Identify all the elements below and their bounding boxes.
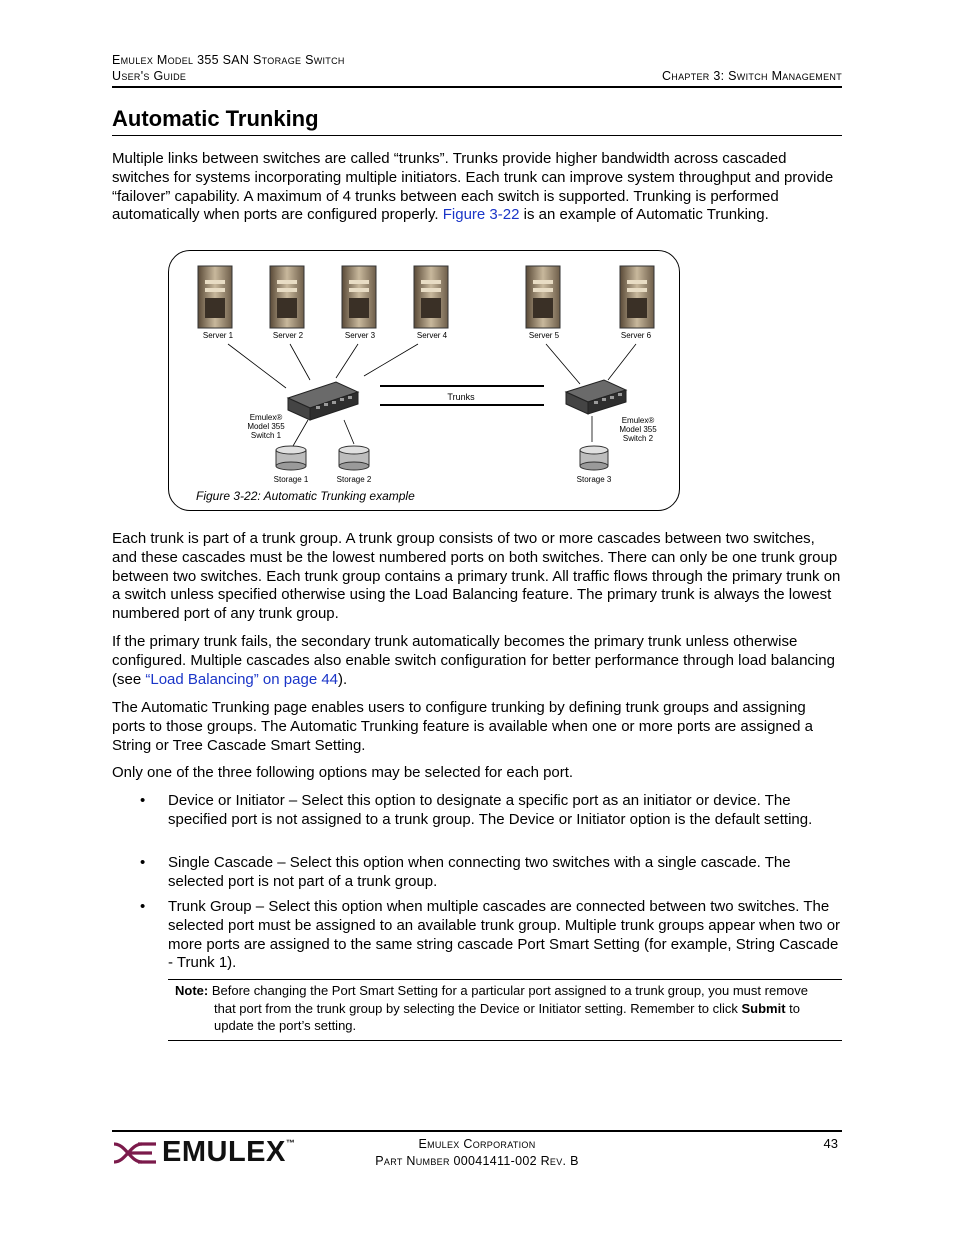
header-title: Emulex Model 355 SAN Storage Switch (112, 53, 345, 67)
header-rule (112, 86, 842, 88)
server-4-icon (414, 266, 448, 328)
switch-1-label-line3: Switch 1 (250, 431, 282, 440)
load-balancing-link[interactable]: “Load Balancing” on page 44 (145, 670, 339, 688)
emulex-logo-icon (112, 1138, 160, 1168)
footer-company: Emulex Corporation (418, 1137, 536, 1151)
server-5-label: Server 5 (528, 331, 560, 340)
title-rule (112, 135, 842, 136)
paragraph-automatic-trunking-page: The Automatic Trunking page enables users to configure trunking by defining trunk groups and assigning ports to those groups. The Automatic Trunking feature is available when one or more ports are assigned a String or Tree Cascade Smart Setting. (112, 699, 813, 754)
switch-1-label-line1: Emulex® (249, 413, 283, 422)
bullet-marker: • (140, 792, 146, 809)
footer-rule (112, 1130, 842, 1132)
intro-paragraph: Multiple links between switches are called “trunks”. Trunks provide higher bandwidth across cascaded switches for systems incorporating multiple initiators. Each trunk can improve system throughput and provide “failover” capability. A maximum of 4 trunks between each switch is supported. Trunking is performed automatically when ports are configured properly. Figure 3-22 is an example of Automatic Trunking. (112, 150, 834, 224)
server-1-label: Server 1 (202, 331, 234, 340)
section-title: Automatic Trunking (112, 106, 319, 131)
note-block: Note: Before changing the Port Smart Setting for a particular port assigned to a trunk group, you must remove that port from the trunk group by selecting the Device or Initiator setting. Remember to click Submit to update the port’s setting. (175, 983, 808, 1033)
storage-1-label: Storage 1 (273, 475, 309, 484)
page-number: 43 (823, 1136, 838, 1151)
storage-3-label: Storage 3 (576, 475, 612, 484)
storage-2-icon (339, 446, 369, 470)
server-5-icon (526, 266, 560, 328)
trunking-diagram (168, 250, 680, 511)
storage-1-icon (276, 446, 306, 470)
switch-2-label-line3: Switch 2 (622, 434, 654, 443)
storage-3-icon (580, 446, 608, 470)
paragraph-primary-trunk: If the primary trunk fails, the secondary trunk automatically becomes the primary trunk unless otherwise configured. Multiple cascades also enable switch configuration for better performance through load balancing (see “Load Balancing” on page 44). (112, 633, 835, 688)
bullet-device-initiator: Device or Initiator – Select this option to designate a specific port as an initiator or device. The specified port is not assigned to a trunk group. The Device or Initiator option is the default setting. (168, 792, 813, 828)
bullet-marker: • (140, 898, 146, 915)
paragraph-trunk-group: Each trunk is part of a trunk group. A trunk group consists of two or more cascades between two switches, and these cascades must be the lowest numbered ports on both switches. There can only be one trunk group between two switches. Each trunk group contains a primary trunk. All traffic flows through the primary trunk on a switch unless specified otherwise using the Load Balancing feature. The primary trunk is always the lowest numbered port of any trunk group. (112, 530, 841, 623)
trunks-label: Trunks (447, 392, 475, 402)
server-6-icon (620, 266, 654, 328)
paragraph-options: Only one of the three following options may be selected for each port. (112, 764, 574, 781)
figure-link[interactable]: Figure 3-22 (442, 206, 520, 224)
note-label: Note: (175, 983, 209, 998)
server-3-label: Server 3 (344, 331, 376, 340)
emulex-logo-text: EMULEX™ (162, 1136, 296, 1168)
figure-caption: Figure 3-22: Automatic Trunking example (196, 489, 415, 503)
server-4-label: Server 4 (416, 331, 448, 340)
bullet-marker: • (140, 854, 146, 871)
submit-emphasis: Submit (741, 1000, 786, 1016)
switch-2-label-line2: Model 355 (619, 425, 657, 434)
switch-1-label-line2: Model 355 (247, 422, 285, 431)
switch-1-icon (288, 382, 358, 420)
header-subtitle: User's Guide (112, 69, 187, 83)
footer-part-number: Part Number 00041411-002 Rev. B (375, 1154, 579, 1168)
bullet-trunk-group: Trunk Group – Select this option when multiple cascades are connected between two switches. The selected port must be assigned to an available trunk group. Multiple trunk groups appear when two or more ports are assigned to the same string cascade Port Smart Setting (for example, String Cascade - Trunk 1). (168, 898, 841, 972)
header-chapter: Chapter 3: Switch Management (661, 69, 842, 83)
note-bottom-rule (168, 1040, 842, 1041)
bullet-single-cascade: Single Cascade – Select this option when connecting two switches with a single cascade. The selected port is not part of a trunk group. (168, 854, 791, 890)
server-3-icon (342, 266, 376, 328)
server-1-icon (198, 266, 232, 328)
switch-2-label-line1: Emulex® (621, 416, 655, 425)
server-2-label: Server 2 (272, 331, 304, 340)
note-top-rule (168, 979, 842, 980)
server-6-label: Server 6 (620, 331, 652, 340)
storage-2-label: Storage 2 (336, 475, 372, 484)
switch-2-icon (566, 380, 626, 414)
server-2-icon (270, 266, 304, 328)
